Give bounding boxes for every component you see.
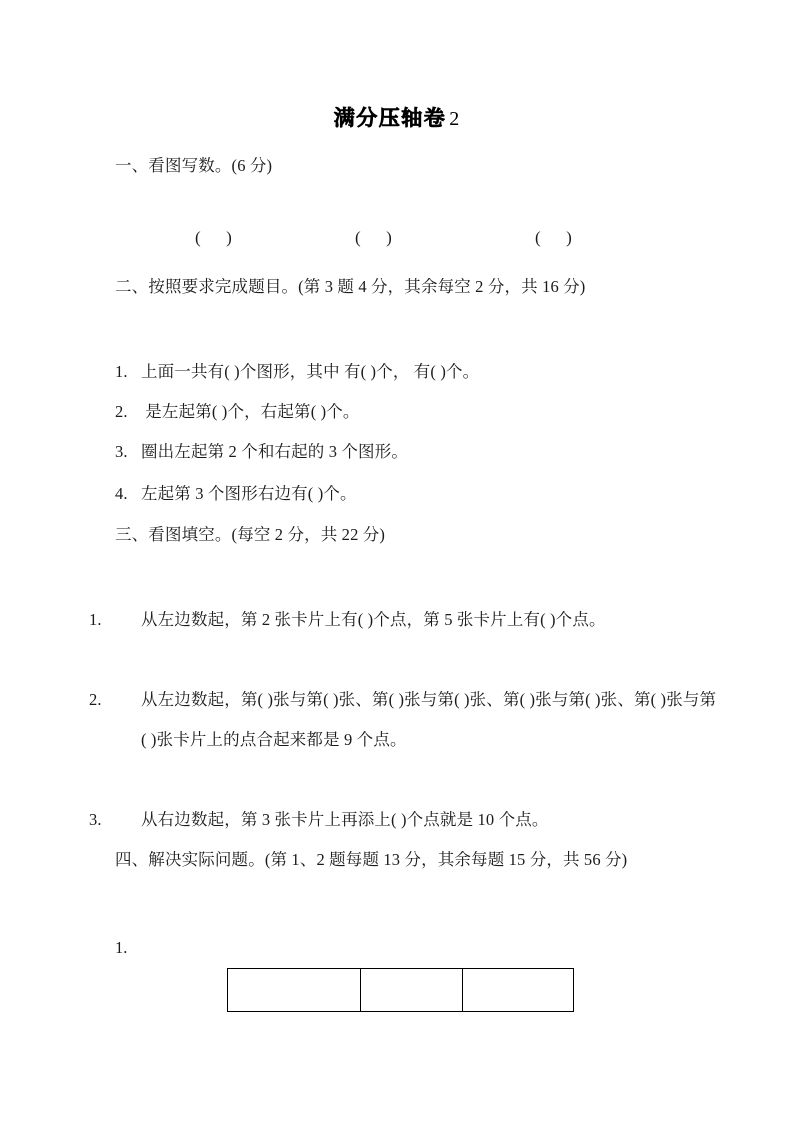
answer-cell-2[interactable]	[361, 969, 463, 1012]
question-4-1-marker: 1.	[115, 938, 128, 957]
table-row	[228, 969, 574, 1012]
answer-cell-1[interactable]	[228, 969, 361, 1012]
section-1-answer-blanks	[0, 228, 793, 254]
question-2-3	[115, 432, 693, 472]
section-heading-4: 四、解决实际问题。(第 1、2 题每题 13 分，其余每题 15 分，共 56 分)	[115, 850, 628, 869]
question-2-3-marker: 3.	[115, 442, 128, 461]
answer-blank-2[interactable]: ( )	[355, 228, 392, 247]
question-3-1-marker: 1.	[89, 610, 102, 629]
question-2-1	[115, 352, 693, 392]
question-2-2-text[interactable]: 是左起第( )个，右起第( )个。	[141, 402, 360, 421]
question-3-2-marker: 2.	[89, 690, 102, 709]
question-2-1-marker: 1.	[115, 362, 128, 381]
question-2-4	[115, 474, 693, 514]
question-2-4-text[interactable]: 左起第 3 个图形右边有( )个。	[141, 484, 357, 503]
section-heading-1: 一、看图写数。(6 分)	[115, 156, 273, 175]
question-3-2-text[interactable]: 从左边数起，第( )张与第( )张、第( )张与第( )张、第( )张与第( )张、第( )张与第( )张卡片上的点合起来都是 9 个点。	[141, 690, 717, 749]
section-2-figure-area	[115, 305, 695, 353]
question-3-1	[89, 600, 719, 640]
question-3-2	[89, 680, 719, 760]
question-3-1-text[interactable]: 从左边数起，第 2 张卡片上有( )个点，第 5 张卡片上有( )个点。	[141, 610, 606, 629]
section-heading-3: 三、看图填空。(每空 2 分，共 22 分)	[115, 525, 386, 544]
answer-blank-1[interactable]: ( )	[195, 228, 232, 247]
question-2-3-text[interactable]: 圈出左起第 2 个和右起的 3 个图形。	[141, 442, 408, 461]
page-title	[0, 102, 793, 132]
section-1-figure-area	[115, 180, 695, 224]
page-title-text: 满分压轴卷	[333, 106, 447, 130]
question-3-3-marker: 3.	[89, 810, 102, 829]
question-3-3	[89, 800, 719, 840]
section-3-figure-area	[115, 552, 695, 602]
question-2-1-text[interactable]: 上面一共有( )个图形，其中 有( )个， 有( )个。	[141, 362, 480, 381]
question-2-2-marker: 2.	[115, 402, 128, 421]
section-heading-2: 二、按照要求完成题目。(第 3 题 4 分，其余每空 2 分，共 16 分)	[115, 277, 586, 296]
question-3-3-text[interactable]: 从右边数起，第 3 张卡片上再添上( )个点就是 10 个点。	[141, 810, 549, 829]
question-2-4-marker: 4.	[115, 484, 128, 503]
answer-table	[227, 968, 574, 1012]
answer-blank-3[interactable]: ( )	[535, 228, 572, 247]
page-title-number: 2	[449, 108, 460, 130]
answer-cell-3[interactable]	[463, 969, 574, 1012]
question-2-2	[115, 392, 693, 432]
